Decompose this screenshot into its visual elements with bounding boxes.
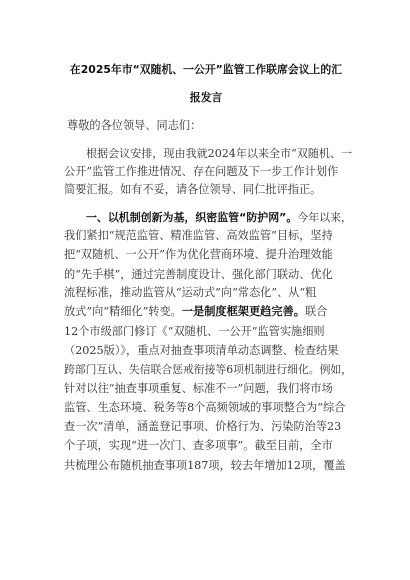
section-1-line-9: 针对以往“抽查事项重复、标准不一”问题，我们将市场 <box>64 382 333 395</box>
section-1-line-10: 监管、生态环境、税务等8个高频领域的事项整合为“综合 <box>64 401 346 414</box>
section-1-line-6: 12个市级部门修订《“双随机、一公开”监管实施细则 <box>64 325 325 338</box>
section-1-heading-line <box>86 211 352 225</box>
document-title-line-2: 报发言 <box>189 91 223 104</box>
salutation: 尊敬的各位领导、同志们： <box>67 119 202 132</box>
intro-line-1: 根据会议安排，现由我就2024年以来全市“双随机、一 <box>86 147 353 160</box>
section-1-line-2: 把“双随机、一公开”作为优化营商环境、提升治理效能 <box>64 248 333 261</box>
section-1-line-5 <box>64 305 327 319</box>
section-1-line-3: 的“先手棋”，通过完善制度设计、强化部门联动、优化 <box>64 268 333 281</box>
section-1-heading-tail: 今年以来， <box>297 211 352 224</box>
section-1-line-13: 共梳理公布随机抽查事项187项，较去年增加12项，覆盖 <box>64 459 346 472</box>
section-1-line-1: 我们紧扣“规范监管、精准监管、高效监管”目标，坚持 <box>64 229 333 242</box>
section-1-line-12: 个子项，实现“进一次门、查多项事”。截至目前，全市 <box>64 439 333 452</box>
section-1-line-5-end: 联合 <box>304 305 328 318</box>
subpoint-1-heading: 一是制度框架更趋完善。 <box>181 305 305 318</box>
section-1-line-5-start: 放式”向“精细化”转变。 <box>64 305 182 318</box>
section-1-line-8: 跨部门互认、失信联合惩戒衔接等6项机制进行细化。例如， <box>64 363 353 376</box>
intro-line-2: 公开”监管工作推进情况、存在问题及下一步工作计划作 <box>64 165 339 178</box>
section-1-line-7: （2025版）》，重点对抽查事项清单动态调整、检查结果 <box>64 344 339 357</box>
document-title-line-1: 在2025年市“双随机、一公开”监管工作联席会议上的汇 <box>69 63 343 76</box>
section-1-line-4: 流程标准，推动监管从“运动式”向“常态化”、从“粗 <box>64 286 317 299</box>
section-1-heading: 一、以机制创新为基，织密监管“防护网”。 <box>86 211 298 224</box>
intro-line-3: 简要汇报。如有不妥，请各位领导、同仁批评指正。 <box>64 183 322 196</box>
section-1-line-11: 查一次”清单，涵盖登记事项、价格行为、污染防治等23 <box>64 420 342 433</box>
